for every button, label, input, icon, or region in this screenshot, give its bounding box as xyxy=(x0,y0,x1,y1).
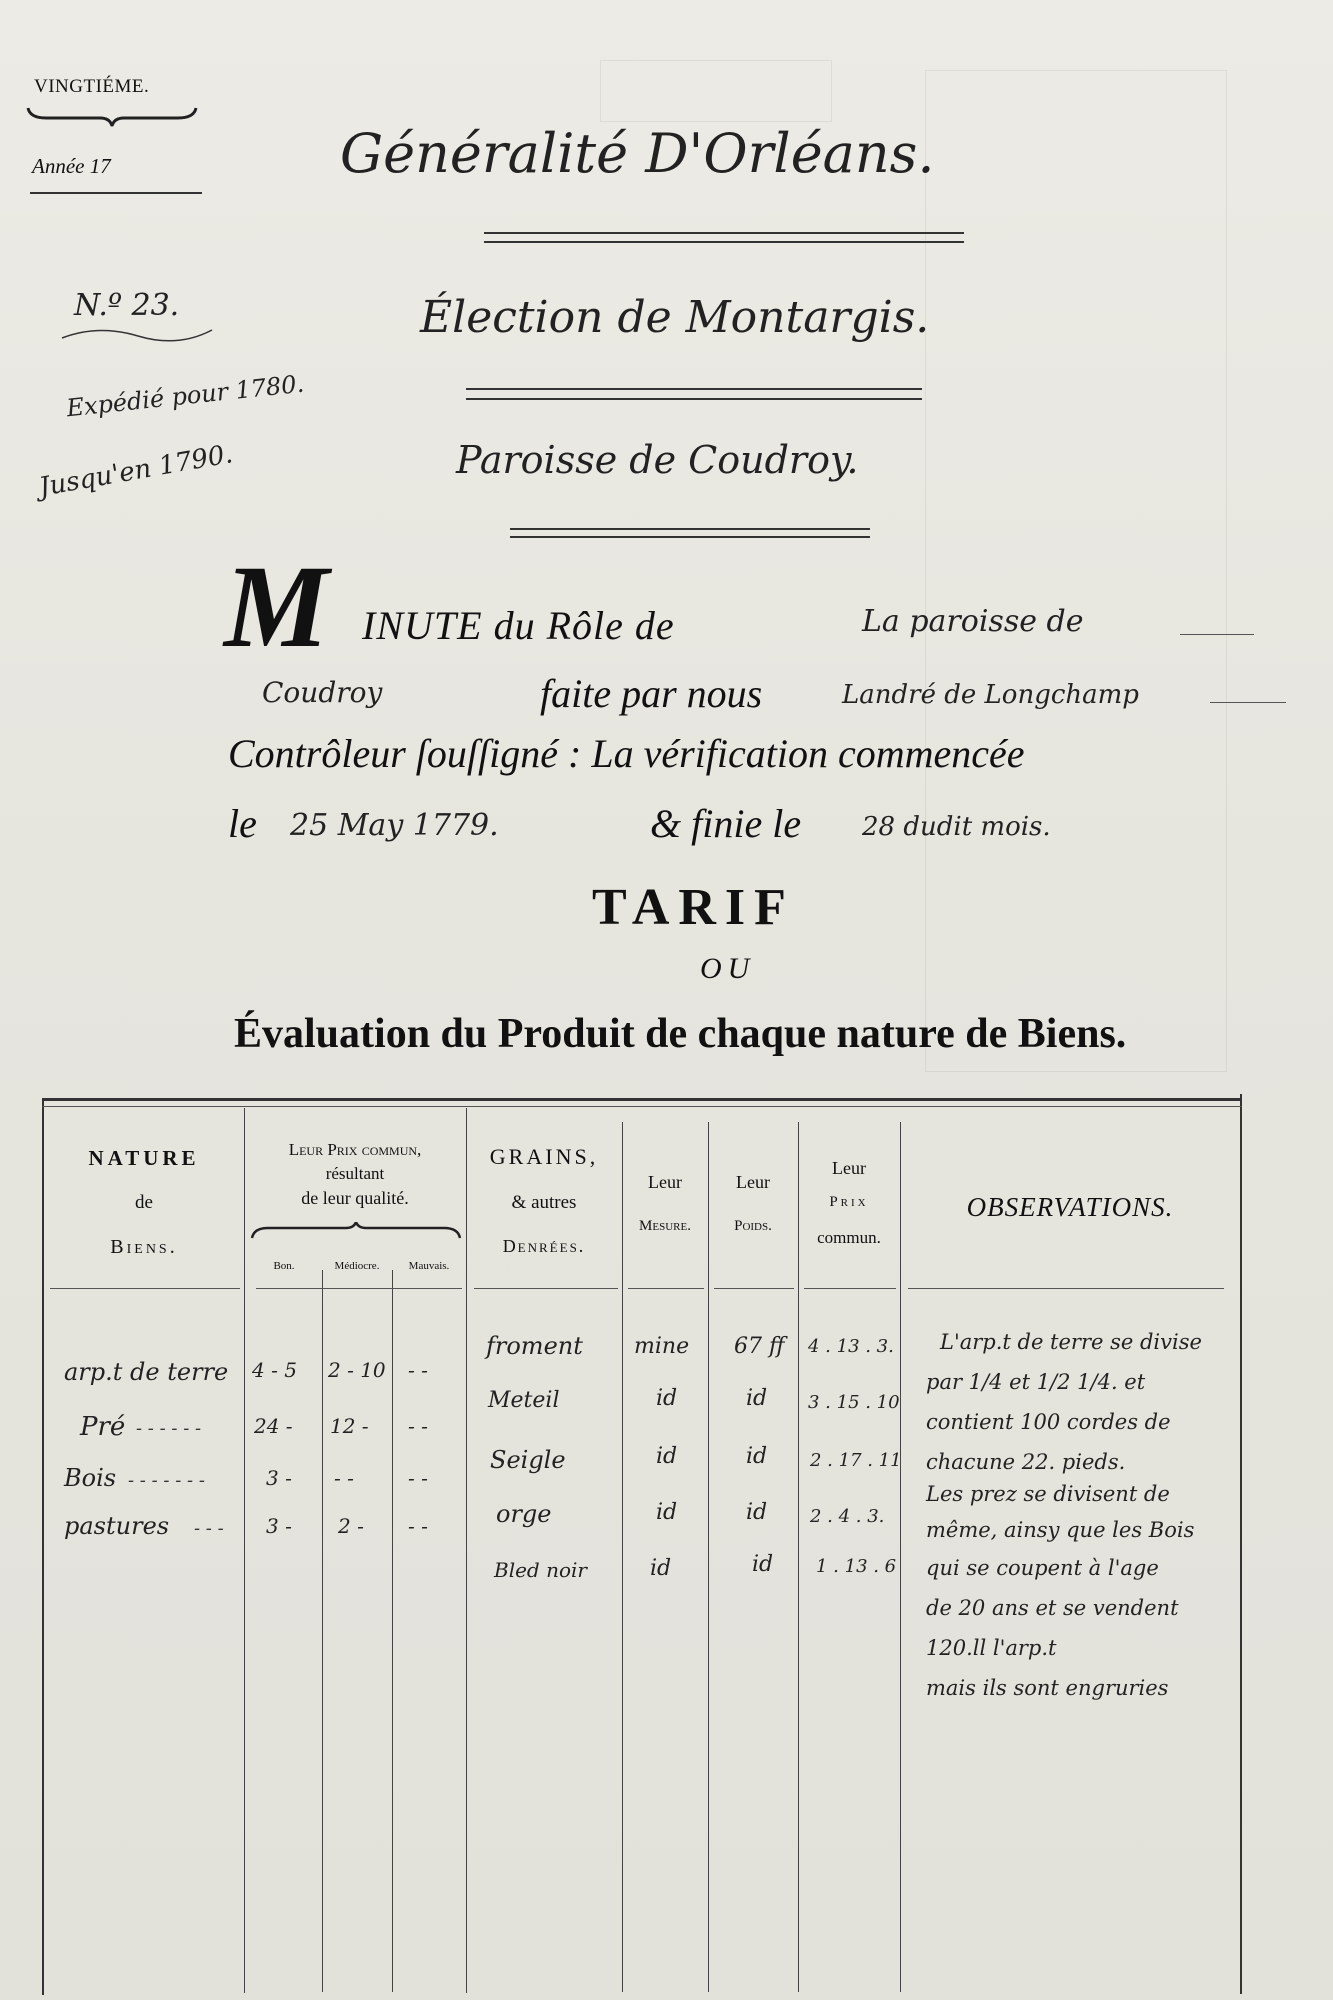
header-prix-line2: résultant xyxy=(325,1164,385,1183)
tax-label: VINGTIÉME. xyxy=(34,76,150,97)
grain-row-3-name: Seigle xyxy=(490,1446,566,1474)
issued-note: Expédié pour 1780. xyxy=(65,369,306,423)
minute-line2-print: faite par nous xyxy=(540,671,763,716)
biens-row-4-nature: pastures xyxy=(64,1512,170,1540)
verification-start-date: 25 May 1779. xyxy=(290,808,499,843)
grain-row-4-name: orge xyxy=(496,1500,552,1528)
verification-end-date: 28 dudit mois. xyxy=(862,812,1051,842)
grain-row-5-poids: id xyxy=(752,1552,774,1577)
table-top-rule xyxy=(42,1098,1242,1101)
observation-line-1: L'arp.t de terre se divise xyxy=(940,1330,1202,1354)
grain-row-2-name: Meteil xyxy=(488,1388,560,1413)
minute-line1-print: INUTE du Rôle de xyxy=(362,603,675,648)
tarif-title: TARIF xyxy=(592,879,795,936)
biens-row-1-mediocre: 2 - 10 xyxy=(328,1358,386,1382)
header-rule-prixc xyxy=(804,1288,896,1289)
col-divider-3 xyxy=(622,1122,623,1992)
minute-line1-hand: La paroisse de xyxy=(862,604,1084,639)
header-prixc-b: Prix xyxy=(829,1194,869,1210)
observation-line-5: Les prez se divisent de xyxy=(926,1482,1170,1506)
biens-row-2-mauvais: - - xyxy=(408,1414,428,1438)
biens-row-4-bon: 3 - xyxy=(266,1514,292,1538)
grain-row-2-poids: id xyxy=(746,1386,768,1411)
header-denrees: Denrées. xyxy=(502,1236,586,1256)
biens-row-1-nature: arp.t de terre xyxy=(64,1358,229,1386)
biens-row-2-nature: Pré xyxy=(80,1412,126,1442)
paroisse-heading: Paroisse de Coudroy. xyxy=(456,438,859,482)
document-number: N.º 23. xyxy=(74,288,180,323)
election-rule-bottom xyxy=(466,398,922,400)
grain-row-3-poids: id xyxy=(746,1444,768,1469)
grain-row-4-poids: id xyxy=(746,1500,768,1525)
grain-row-1-mesure: mine xyxy=(634,1334,690,1359)
header-autres: & autres xyxy=(511,1192,577,1213)
header-rule-prix xyxy=(256,1288,462,1289)
minute-line4-finie: & finie le xyxy=(650,801,802,846)
biens-row-3-mediocre: - - xyxy=(334,1466,354,1490)
minute-line3-print: Contrôleur ſouſſigné : La vérification commencée xyxy=(228,731,1025,776)
tarif-ou: OU xyxy=(700,952,756,985)
grain-row-3-mesure: id xyxy=(656,1444,678,1469)
grain-row-3-prix: 2 . 17 . 11 xyxy=(810,1450,902,1471)
biens-row-1-bon: 4 - 5 xyxy=(252,1358,297,1382)
observation-line-8: de 20 ans et se vendent xyxy=(926,1596,1179,1620)
generalite-rule-bottom xyxy=(484,241,964,243)
observation-line-7: qui se coupent à l'age xyxy=(926,1556,1159,1580)
biens-row-4-leader: - - - xyxy=(194,1518,224,1539)
observation-line-10: mais ils sont engruries xyxy=(926,1676,1169,1700)
generalite-heading: Généralité D'Orléans. xyxy=(340,122,935,185)
biens-row-1-mauvais: - - xyxy=(408,1358,428,1382)
bleed-through-block xyxy=(600,60,832,122)
tarif-subtitle: Évaluation du Produit de chaque nature de Biens. xyxy=(234,1011,1127,1057)
header-prixc-a: Leur xyxy=(832,1158,866,1178)
header-mediocre: Médiocre. xyxy=(334,1260,380,1272)
header-rule-mesure xyxy=(628,1288,704,1289)
biens-row-2-bon: 24 - xyxy=(254,1414,293,1438)
header-de: de xyxy=(135,1192,153,1213)
paroisse-rule-bottom xyxy=(510,536,870,538)
col-divider-1 xyxy=(244,1108,245,1993)
observation-line-9: 120.ll l'arp.t xyxy=(926,1636,1057,1660)
header-nature: NATURE xyxy=(88,1146,200,1170)
biens-row-3-mauvais: - - xyxy=(408,1466,428,1490)
grain-row-5-name: Bled noir xyxy=(494,1558,587,1582)
observation-line-3: contient 100 cordes de xyxy=(926,1410,1171,1434)
header-mauvais: Mauvais. xyxy=(408,1260,450,1272)
col-divider-4 xyxy=(708,1122,709,1992)
observation-line-6: même, ainsy que les Bois xyxy=(926,1518,1195,1542)
col-divider-mediocre xyxy=(392,1270,393,1992)
table-border-left xyxy=(42,1100,44,1995)
grain-row-2-mesure: id xyxy=(656,1386,678,1411)
grain-row-4-prix: 2 . 4 . 3. xyxy=(810,1506,885,1527)
biens-row-4-mediocre: 2 - xyxy=(338,1514,364,1538)
header-bon: Bon. xyxy=(273,1260,295,1272)
grain-row-5-prix: 1 . 13 . 6 xyxy=(816,1556,897,1577)
paroisse-rule-top xyxy=(510,528,870,530)
observation-line-2: par 1/4 et 1/2 1/4. et xyxy=(926,1370,1146,1394)
until-note: Jusqu'en 1790. xyxy=(36,439,236,503)
header-grains: GRAINS, xyxy=(489,1144,599,1169)
generalite-rule-top xyxy=(484,232,964,234)
minute-line1-dash xyxy=(1180,634,1254,635)
biens-row-3-nature: Bois xyxy=(64,1464,117,1492)
header-rule-poids xyxy=(714,1288,794,1289)
minute-line2-dash xyxy=(1210,702,1286,703)
minute-line2-controller: Landré de Longchamp xyxy=(842,680,1139,710)
table-border-right xyxy=(1240,1094,1242,1994)
biens-row-4-mauvais: - - xyxy=(408,1514,428,1538)
grain-row-2-prix: 3 . 15 . 10 xyxy=(808,1392,900,1413)
biens-row-2-leader: - - - - - - xyxy=(136,1418,202,1439)
header-poids-b: Poids. xyxy=(734,1218,772,1234)
year-underline xyxy=(30,192,202,194)
biens-row-2-mediocre: 12 - xyxy=(330,1414,369,1438)
number-flourish xyxy=(58,320,218,350)
header-rule-grains xyxy=(474,1288,618,1289)
table-top-rule-thin xyxy=(42,1106,1242,1107)
observation-line-4: chacune 22. pieds. xyxy=(926,1450,1126,1474)
year-label: Année 17 xyxy=(32,154,111,178)
header-poids-a: Leur xyxy=(736,1172,770,1192)
header-rule-obs xyxy=(908,1288,1224,1289)
col-divider-bon xyxy=(322,1270,323,1992)
election-heading: Élection de Montargis. xyxy=(420,292,930,343)
grain-row-1-prix: 4 . 13 . 3. xyxy=(808,1336,894,1357)
grain-row-1-poids: 67 ff xyxy=(734,1334,785,1359)
header-prix-line3: de leur qualité. xyxy=(301,1188,409,1208)
minute-line4-le: le xyxy=(228,801,257,846)
header-rule-nature xyxy=(50,1288,240,1289)
drop-cap: M xyxy=(224,541,329,672)
minute-line2-parish: Coudroy xyxy=(262,676,383,709)
biens-row-3-leader: - - - - - - - xyxy=(128,1470,205,1491)
header-prix-line1: Leur Prix commun, xyxy=(288,1140,422,1159)
col-divider-5 xyxy=(798,1122,799,1992)
col-divider-6 xyxy=(900,1122,901,1992)
prix-brace xyxy=(250,1222,462,1242)
grain-row-1-name: froment xyxy=(486,1332,583,1360)
grain-row-5-mesure: id xyxy=(650,1556,672,1581)
brace-ornament xyxy=(26,104,198,128)
election-rule-top xyxy=(466,388,922,390)
header-prixc-c: commun. xyxy=(817,1228,881,1247)
header-observations: OBSERVATIONS. xyxy=(966,1192,1174,1222)
header-mesure-a: Leur xyxy=(648,1172,682,1192)
header-mesure-b: Mesure. xyxy=(639,1218,691,1234)
bleed-through-frame xyxy=(925,70,1227,1072)
grain-row-4-mesure: id xyxy=(656,1500,678,1525)
biens-row-3-bon: 3 - xyxy=(266,1466,292,1490)
header-biens: Biens. xyxy=(110,1236,178,1258)
